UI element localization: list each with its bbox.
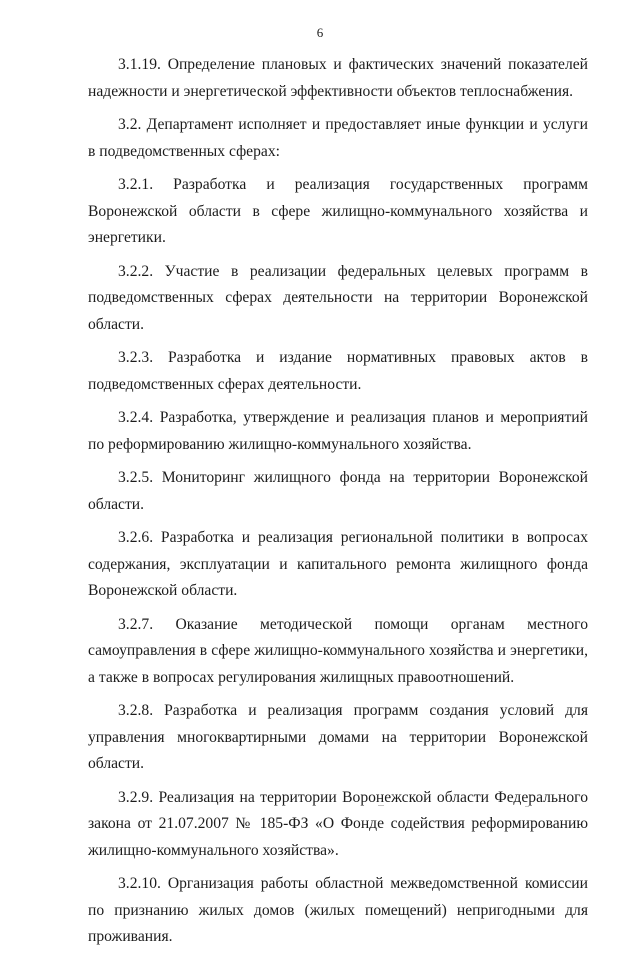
- paragraph-3-2-4: 3.2.4. Разработка, утверждение и реализация планов и мероприятий по реформированию жилищно-коммунального хозяйства.: [88, 409, 588, 453]
- paragraph-3-1-19: 3.1.19. Определение плановых и фактических значений показателей надежности и энергетической эффективности объектов теплоснабжения.: [88, 56, 588, 100]
- paragraph-3-2-2: 3.2.2. Участие в реализации федеральных целевых программ в подведомственных сферах деятельности на территории Воронежской области.: [88, 262, 588, 333]
- document-body: [88, 52, 588, 958]
- paragraph-3-2-3: 3.2.3. Разработка и издание нормативных правовых актов в подведомственных сферах деятельности.: [88, 349, 588, 393]
- paragraph-3-2: 3.2. Департамент исполняет и предоставляет иные функции и услуги в подведомственных сферах:: [88, 116, 588, 160]
- scan-speck: [525, 806, 529, 807]
- scan-speck: [378, 805, 384, 806]
- paragraph-3-2-10: 3.2.10. Организация работы областной межведомственной комиссии по признанию жилых домов (жилых помещений) непригодными для проживания.: [88, 875, 588, 945]
- paragraph-3-2-7: 3.2.7. Оказание методической помощи органам местного самоуправления в сфере жилищно-коммунального хозяйства и энергетики, а также в вопросах регулирования жилищных правоотношений.: [88, 615, 588, 686]
- paragraph-3-2-8: 3.2.8. Разработка и реализация программ создания условий для управления многоквартирными домами на территории Воронежской области.: [88, 702, 588, 772]
- paragraph-3-2-5: 3.2.5. Мониторинг жилищного фонда на территории Воронежской области.: [88, 469, 588, 513]
- paragraph-3-2-1: 3.2.1. Разработка и реализация государственных программ Воронежской области в сфере жилищно-коммунального хозяйства и энергетики.: [88, 176, 588, 246]
- page-number: 6: [316, 25, 324, 40]
- paragraph-3-2-9: 3.2.9. Реализация на территории Воронежской области Федерального закона от 21.07.2007 № 185-ФЗ «О Фонде содействия реформированию жилищно-коммунального хозяйства».: [88, 788, 588, 859]
- paragraph-3-2-6: 3.2.6. Разработка и реализация региональной политики в вопросах содержания, эксплуатации и капитального ремонта жилищного фонда Воронежской области.: [88, 529, 588, 599]
